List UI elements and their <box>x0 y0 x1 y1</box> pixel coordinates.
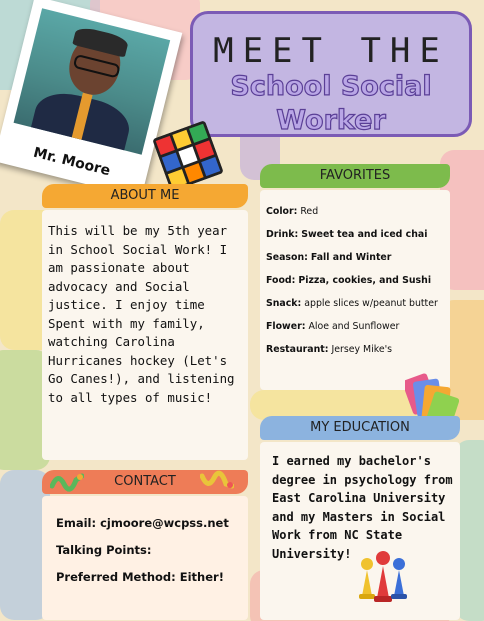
photo-caption: Mr. Moore <box>31 144 112 180</box>
contact-email-label: Email: <box>56 516 97 530</box>
favorites-heading: FAVORITES <box>260 164 450 188</box>
title-school-social: School Social <box>230 71 432 102</box>
title-meet-the: MEET THE <box>213 31 449 71</box>
snakes-ladders-icon-right <box>200 470 234 492</box>
favorite-item-food: Food: Pizza, cookies, and Sushi <box>266 275 432 286</box>
title-worker: Worker <box>276 105 386 136</box>
favorite-item-season: Season: Fall and Winter <box>266 252 392 263</box>
education-text: I earned my bachelor's degree in psychology from East Carolina University and my Masters in Social Work from NC State University! <box>260 442 460 620</box>
contact-preferred-method: Preferred Method: Either! <box>56 570 224 584</box>
game-pawns-icon <box>353 548 413 608</box>
favorite-item-flower: Flower: Aloe and Sunflower <box>266 321 400 332</box>
favorite-item-restaurant: Restaurant: Jersey Mike's <box>266 344 393 355</box>
education-heading: MY EDUCATION <box>260 416 460 440</box>
about-me-heading: ABOUT ME <box>42 184 248 208</box>
contact-email[interactable]: cjmoore@wcpss.net <box>100 516 229 530</box>
contact-heading-label: CONTACT <box>114 474 176 489</box>
favorite-item-snack: Snack: apple slices w/peanut butter <box>266 298 438 309</box>
title-card <box>190 11 472 137</box>
favorite-item-color: Color: Red <box>266 206 319 217</box>
contact-details <box>42 496 248 620</box>
favorite-item-drink: Drink: Sweet tea and iced chai <box>266 229 428 240</box>
favorites-list <box>260 190 450 390</box>
profile-photo <box>14 8 171 154</box>
contact-email-row <box>56 510 238 537</box>
about-me-text: This will be my 5th year in School Social Work! I am passionate about advocacy and Social justice. I enjoy time Spent with my family, watching Carolina Hurricanes hockey (Let's Go Canes!), and listening to all types of music! <box>42 210 248 460</box>
contact-talking-points: Talking Points: <box>56 543 152 557</box>
snakes-ladders-icon-left <box>50 470 84 492</box>
